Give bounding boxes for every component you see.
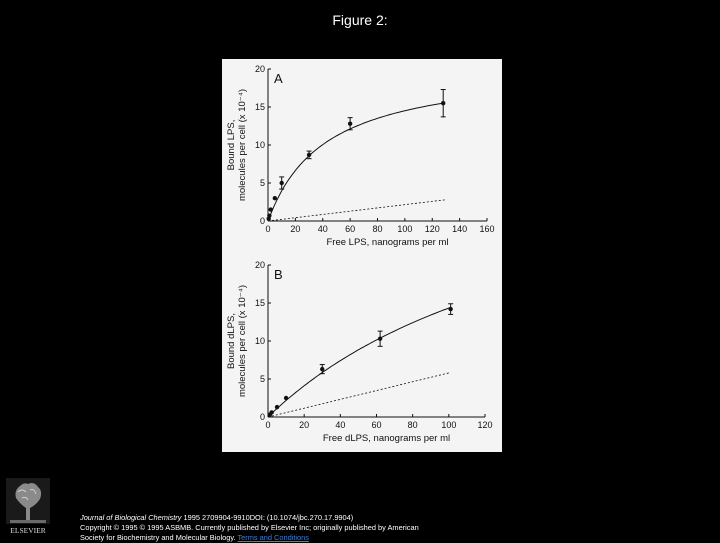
y-tick-label: 20 (254, 64, 265, 74)
journal-name: Journal of Biological Chemistry (80, 513, 182, 522)
society-text: Society for Biochemistry and Molecular Biology. (80, 533, 238, 542)
page-title: Figure 2: (332, 12, 388, 28)
data-point (307, 153, 311, 157)
nonspecific-line (268, 200, 446, 221)
panel-label: B (274, 267, 283, 282)
x-tick-label: 0 (265, 420, 271, 430)
data-point (348, 122, 352, 126)
y-axis-label-line1: Bound LPS, (226, 119, 237, 171)
data-point (448, 307, 452, 311)
data-point (269, 207, 273, 211)
panel-label: A (274, 71, 283, 86)
data-point (284, 396, 288, 400)
citation-line (80, 513, 710, 523)
x-axis-label: Free LPS, nanograms per ml (326, 237, 449, 248)
data-point (441, 101, 445, 105)
terms-link[interactable]: Terms and Conditions (237, 533, 309, 542)
data-point (273, 196, 277, 200)
x-tick-label: 20 (290, 224, 301, 234)
x-tick-label: 60 (345, 224, 356, 234)
x-tick-label: 100 (397, 224, 413, 234)
y-tick-label: 10 (254, 336, 265, 346)
data-point (320, 367, 324, 371)
x-tick-label: 140 (452, 224, 468, 234)
x-tick-label: 0 (265, 224, 271, 234)
x-tick-label: 100 (441, 420, 457, 430)
x-tick-label: 60 (371, 420, 382, 430)
elsevier-logo (6, 478, 50, 536)
citation-footer (80, 513, 710, 543)
x-tick-label: 40 (317, 224, 328, 234)
y-axis-label-line1: Bound dLPS, (226, 313, 237, 369)
y-tick-label: 0 (259, 216, 265, 226)
copyright-line: Copyright © 1995 © 1995 ASBMB. Currently published by Elsevier Inc; originally published by American (80, 523, 419, 532)
data-point (269, 410, 273, 414)
x-tick-label: 40 (335, 420, 346, 430)
y-tick-label: 0 (259, 412, 265, 422)
data-point (275, 405, 279, 409)
citation-text: 1995 2709904-9910DOI: (10.1074/jbc.270.17.9904) (181, 513, 354, 522)
x-axis-label: Free dLPS, nanograms per ml (322, 433, 451, 444)
y-axis-label-line2: molecules per cell (x 10⁻⁴) (237, 88, 248, 202)
x-tick-label: 20 (299, 420, 310, 430)
y-tick-label: 5 (259, 374, 265, 384)
nonspecific-line (268, 373, 449, 417)
binding-curves-figure (222, 59, 502, 452)
y-tick-label: 10 (254, 140, 265, 150)
y-tick-label: 15 (254, 298, 265, 308)
svg-text:ELSEVIER: ELSEVIER (10, 526, 46, 535)
society-line (80, 533, 710, 543)
x-tick-label: 120 (477, 420, 493, 430)
x-tick-label: 80 (372, 224, 383, 234)
fit-curve (268, 307, 451, 417)
y-tick-label: 15 (254, 102, 265, 112)
data-point (378, 337, 382, 341)
y-tick-label: 5 (259, 178, 265, 188)
x-tick-label: 160 (479, 224, 495, 234)
figure-image (222, 59, 502, 452)
data-point (279, 181, 283, 185)
data-point (267, 213, 271, 217)
x-tick-label: 120 (424, 224, 440, 234)
y-axis-label-line2: molecules per cell (x 10⁻⁴) (237, 284, 248, 398)
x-tick-label: 80 (407, 420, 418, 430)
y-tick-label: 20 (254, 260, 265, 270)
